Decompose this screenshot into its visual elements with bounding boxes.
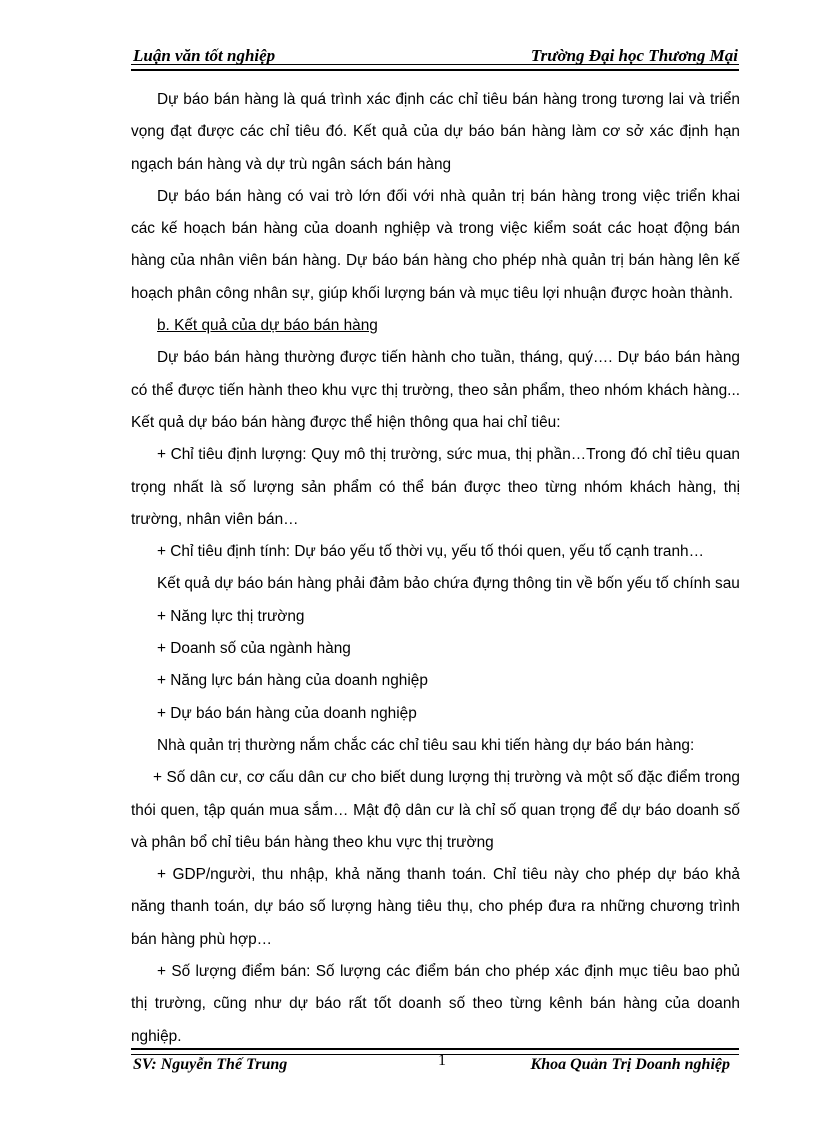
header-divider (131, 64, 739, 71)
footer-student-name: SV: Nguyễn Thế Trung (133, 1056, 288, 1073)
page-header (133, 36, 738, 66)
paragraph-quantitative-indicator: + Chỉ tiêu định lượng: Quy mô thị trường, sức mua, thị phần…Trong đó chỉ tiêu quan trọng nhất là số lượng sản phẩm có thể bán được theo từng nhóm khách hàng, thị trường, nhân viên bán… (131, 446, 740, 528)
paragraph-gdp-income: + GDP/người, thu nhập, khả năng thanh toán. Chỉ tiêu này cho phép dự báo khả năng thanh toán, dự báo số lượng hàng tiêu thụ, cho phép đưa ra những chương trình bán hàng phù hợp… (131, 866, 740, 948)
header-university: Trường Đại học Thương Mại (530, 46, 738, 65)
paragraph-four-factors: Kết quả dự báo bán hàng phải đảm bảo chứa đựng thông tin về bốn yếu tố chính sau (157, 575, 740, 593)
bullet-industry-sales: + Doanh số của ngành hàng (157, 640, 351, 658)
bullet-market-capacity: + Năng lực thị trường (157, 607, 305, 625)
paragraph-sales-forecast-role: Dự báo bán hàng có vai trò lớn đối với nhà quản trị bán hàng trong việc triển khai các kế hoạch bán hàng của doanh nghiệp và trong việc kiểm soát các hoạt động bán hàng của nhân viên bán hàng. Dự báo bán hàng cho phép nhà quản trị bán hàng lên kế hoạch phân công nhân sự, giúp khối lượng bán và mục tiêu lợi nhuận được hoàn thành. (131, 187, 740, 302)
paragraph-manager-indicators: Nhà quản trị thường nắm chắc các chỉ tiêu sau khi tiến hàng dự báo bán hàng: (157, 736, 695, 754)
header-thesis-title: Luận văn tốt nghiệp (133, 46, 276, 65)
paragraph-sales-forecast-definition: Dự báo bán hàng là quá trình xác định các chỉ tiêu bán hàng trong tương lai và triển vọng đạt được các chỉ tiêu đó. Kết quả của dự báo bán hàng làm cơ sở xác định hạn ngạch bán hàng và dự trù ngân sách bán hàng (131, 91, 740, 173)
page-number: 1 (438, 1052, 446, 1069)
bullet-company-sales-forecast: + Dự báo bán hàng của doanh nghiệp (157, 704, 417, 722)
paragraph-qualitative-indicator: + Chỉ tiêu định tính: Dự báo yếu tố thời vụ, yếu tố thói quen, yếu tố cạnh tranh… (157, 543, 705, 561)
paragraph-population: + Số dân cư, cơ cấu dân cư cho biết dung lượng thị trường và một số đặc điểm trong thói quen, tập quán mua sắm… Mật độ dân cư là chỉ số quan trọng để dự báo doanh số và phân bổ chỉ tiêu bán hàng theo khu vực thị trường (131, 769, 740, 851)
section-heading-b: b. Kết quả của dự báo bán hàng (157, 317, 378, 335)
footer-department: Khoa Quản Trị Doanh nghiệp (530, 1056, 730, 1073)
page-footer (133, 1054, 738, 1078)
bullet-company-sales-capacity: + Năng lực bán hàng của doanh nghiệp (157, 672, 428, 690)
paragraph-points-of-sale: + Số lượng điểm bán: Số lượng các điểm bán cho phép xác định mục tiêu bao phủ thị trường, cũng như dự báo rất tốt doanh số theo từng kênh bán hàng của doanh nghiệp. (131, 963, 740, 1045)
paragraph-forecast-results: Dự báo bán hàng thường được tiến hành cho tuần, tháng, quý…. Dự báo bán hàng có thể được tiến hành theo khu vực thị trường, theo sản phẩm, theo nhóm khách hàng... Kết quả dự báo bán hàng được thể hiện thông qua hai chỉ tiêu: (131, 349, 740, 431)
page-body (131, 84, 740, 1053)
